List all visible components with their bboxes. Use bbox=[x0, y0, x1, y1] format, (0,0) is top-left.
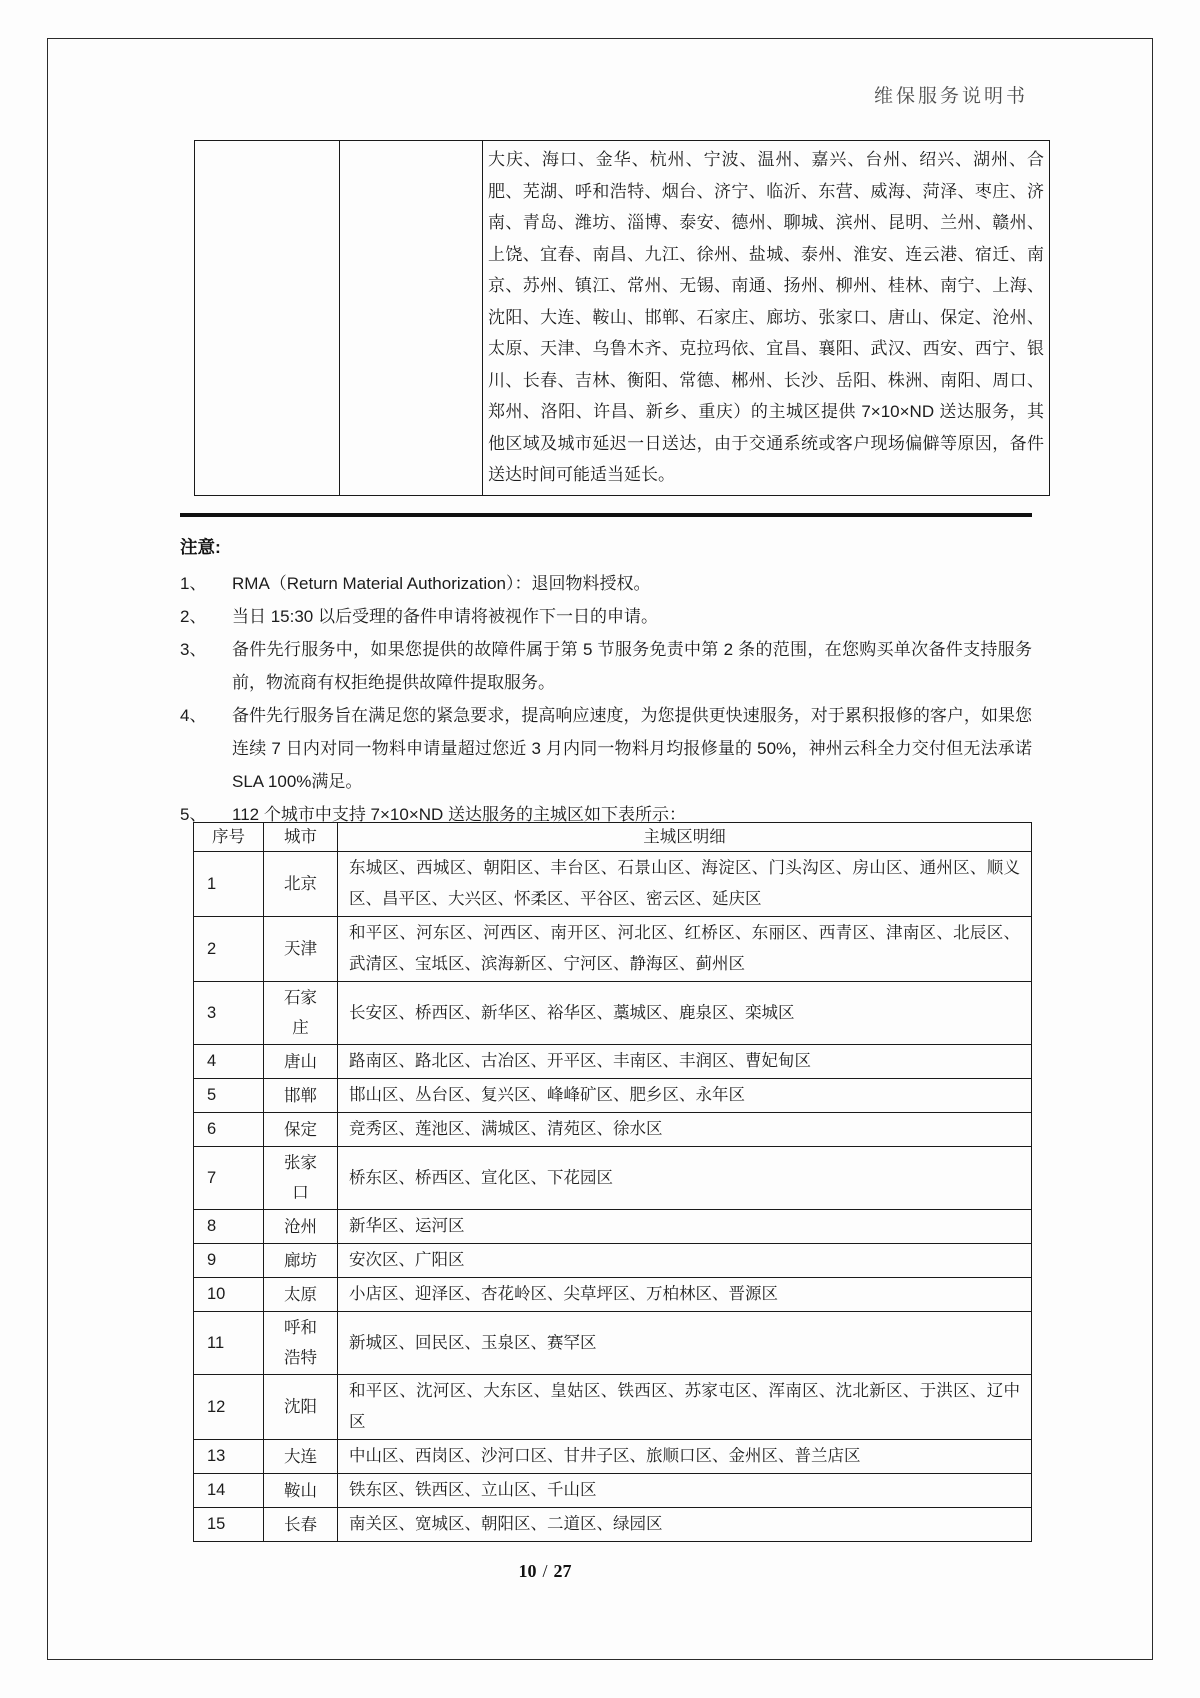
cell-no: 15 bbox=[194, 1508, 264, 1542]
cell-districts: 东城区、西城区、朝阳区、丰台区、石景山区、海淀区、门头沟区、房山区、通州区、顺义区、昌平区、大兴区、怀柔区、平谷区、密云区、延庆区 bbox=[338, 852, 1032, 917]
note-item bbox=[180, 633, 1032, 699]
note-item bbox=[180, 600, 1032, 633]
note-item-text: 112 个城市中支持 7×10×ND 送达服务的主城区如下表所示： bbox=[232, 805, 687, 824]
notes-list bbox=[180, 567, 1032, 831]
top-table-empty-cell-2 bbox=[340, 141, 483, 496]
city-table-row bbox=[194, 1440, 1032, 1474]
top-table-empty-cell-1 bbox=[195, 141, 340, 496]
cell-districts: 安次区、广阳区 bbox=[338, 1244, 1032, 1278]
page-footer bbox=[180, 1561, 910, 1582]
note-item-text: RMA（Return Material Authorization）：退回物料授权。 bbox=[232, 574, 651, 593]
note-item-text: 备件先行服务旨在满足您的紧急要求，提高响应速度，为您提供更快速服务，对于累积报修的客户，如果您连续 7 日内对同一物料申请量超过您近 3 月内同一物料月均报修量的 50%，神州云科全力交付但无法承诺 SLA 100%满足。 bbox=[232, 706, 1032, 791]
city-table-body bbox=[194, 852, 1032, 1542]
city-table-row bbox=[194, 1113, 1032, 1147]
city-table-row bbox=[194, 1508, 1032, 1542]
cell-districts: 竞秀区、莲池区、满城区、清苑区、徐水区 bbox=[338, 1113, 1032, 1147]
city-table-row bbox=[194, 1375, 1032, 1440]
spare-parts-delivery-table bbox=[194, 140, 1050, 496]
footer-total-pages: 27 bbox=[553, 1561, 572, 1581]
cell-no: 13 bbox=[194, 1440, 264, 1474]
cell-no: 8 bbox=[194, 1210, 264, 1244]
cell-city: 天津 bbox=[264, 917, 338, 982]
cell-city: 呼和浩特 bbox=[264, 1312, 338, 1375]
cell-no: 3 bbox=[194, 982, 264, 1045]
cell-districts: 小店区、迎泽区、杏花岭区、尖草坪区、万柏林区、晋源区 bbox=[338, 1278, 1032, 1312]
cell-districts: 路南区、路北区、古冶区、开平区、丰南区、丰润区、曹妃甸区 bbox=[338, 1045, 1032, 1079]
note-item-text: 当日 15:30 以后受理的备件申请将被视作下一日的申请。 bbox=[232, 607, 658, 626]
cell-city: 保定 bbox=[264, 1113, 338, 1147]
city-table-row bbox=[194, 1147, 1032, 1210]
cell-city: 北京 bbox=[264, 852, 338, 917]
top-table-row bbox=[195, 141, 1050, 496]
city-table-row bbox=[194, 982, 1032, 1045]
cell-city: 张家口 bbox=[264, 1147, 338, 1210]
cell-districts: 桥东区、桥西区、宣化区、下花园区 bbox=[338, 1147, 1032, 1210]
city-table-row bbox=[194, 917, 1032, 982]
note-item-text: 备件先行服务中，如果您提供的故障件属于第 5 节服务免责中第 2 条的范围，在您购买单次备件支持服务前，物流商有权拒绝提供故障件提取服务。 bbox=[232, 640, 1032, 692]
section-divider-rule bbox=[180, 513, 1032, 517]
note-item-number: 4、 bbox=[180, 706, 207, 725]
cell-city: 唐山 bbox=[264, 1045, 338, 1079]
footer-page-number: 10 bbox=[518, 1561, 537, 1581]
cell-city: 廊坊 bbox=[264, 1244, 338, 1278]
top-table-delivery-text: 大庆、海口、金华、杭州、宁波、温州、嘉兴、台州、绍兴、湖州、合肥、芜湖、呼和浩特、烟台、济宁、临沂、东营、威海、菏泽、枣庄、济南、青岛、潍坊、淄博、泰安、德州、聊城、滨州、昆明、兰州、赣州、上饶、宜春、南昌、九江、徐州、盐城、泰州、淮安、连云港、宿迁、南京、苏州、镇江、常州、无锡、南通、扬州、柳州、桂林、南宁、上海、沈阳、大连、鞍山、邯郸、石家庄、廊坊、张家口、唐山、保定、沧州、太原、天津、乌鲁木齐、克拉玛依、宜昌、襄阳、武汉、西安、西宁、银川、长春、吉林、衡阳、常德、郴州、长沙、岳阳、株洲、南阳、周口、郑州、洛阳、许昌、新乡、重庆）的主城区提供 7×10×ND 送达服务，其他区域及城市延迟一日送达，由于交通系统或客户现场偏僻等原因，备件送达时间可能适当延长。 bbox=[483, 141, 1050, 496]
cell-districts: 长安区、桥西区、新华区、裕华区、藁城区、鹿泉区、栾城区 bbox=[338, 982, 1032, 1045]
cell-districts: 新华区、运河区 bbox=[338, 1210, 1032, 1244]
city-table-row bbox=[194, 1312, 1032, 1375]
cell-no: 7 bbox=[194, 1147, 264, 1210]
cell-no: 1 bbox=[194, 852, 264, 917]
note-item bbox=[180, 699, 1032, 798]
city-table-row bbox=[194, 1278, 1032, 1312]
column-header-index: 序号 bbox=[194, 823, 264, 852]
cell-no: 12 bbox=[194, 1375, 264, 1440]
cell-city: 邯郸 bbox=[264, 1079, 338, 1113]
city-table-row bbox=[194, 1079, 1032, 1113]
cell-districts: 邯山区、丛台区、复兴区、峰峰矿区、肥乡区、永年区 bbox=[338, 1079, 1032, 1113]
cell-city: 鞍山 bbox=[264, 1474, 338, 1508]
note-item-number: 2、 bbox=[180, 607, 207, 626]
cell-city: 长春 bbox=[264, 1508, 338, 1542]
cell-city: 大连 bbox=[264, 1440, 338, 1474]
city-table-row bbox=[194, 1244, 1032, 1278]
city-table-row bbox=[194, 1474, 1032, 1508]
cell-no: 11 bbox=[194, 1312, 264, 1375]
city-districts-table bbox=[193, 822, 1032, 1542]
cell-city: 沈阳 bbox=[264, 1375, 338, 1440]
city-table-row bbox=[194, 1045, 1032, 1079]
cell-no: 6 bbox=[194, 1113, 264, 1147]
cell-no: 9 bbox=[194, 1244, 264, 1278]
cell-no: 14 bbox=[194, 1474, 264, 1508]
cell-districts: 中山区、西岗区、沙河口区、甘井子区、旅顺口区、金州区、普兰店区 bbox=[338, 1440, 1032, 1474]
note-item bbox=[180, 567, 1032, 600]
city-table-row bbox=[194, 852, 1032, 917]
cell-districts: 和平区、河东区、河西区、南开区、河北区、红桥区、东丽区、西青区、津南区、北辰区、武清区、宝坻区、滨海新区、宁河区、静海区、蓟州区 bbox=[338, 917, 1032, 982]
cell-districts: 南关区、宽城区、朝阳区、二道区、绿园区 bbox=[338, 1508, 1032, 1542]
cell-city: 沧州 bbox=[264, 1210, 338, 1244]
cell-city: 石家庄 bbox=[264, 982, 338, 1045]
column-header-city: 城市 bbox=[264, 823, 338, 852]
cell-districts: 铁东区、铁西区、立山区、千山区 bbox=[338, 1474, 1032, 1508]
cell-city: 太原 bbox=[264, 1278, 338, 1312]
cell-no: 5 bbox=[194, 1079, 264, 1113]
cell-districts: 新城区、回民区、玉泉区、赛罕区 bbox=[338, 1312, 1032, 1375]
cell-no: 4 bbox=[194, 1045, 264, 1079]
note-item-number: 3、 bbox=[180, 640, 207, 659]
notes-label: 注意: bbox=[180, 537, 221, 557]
footer-separator: / bbox=[542, 1561, 548, 1581]
column-header-districts: 主城区明细 bbox=[338, 823, 1032, 852]
cell-no: 10 bbox=[194, 1278, 264, 1312]
cell-no: 2 bbox=[194, 917, 264, 982]
cell-districts: 和平区、沈河区、大东区、皇姑区、铁西区、苏家屯区、浑南区、沈北新区、于洪区、辽中区 bbox=[338, 1375, 1032, 1440]
city-table-row bbox=[194, 1210, 1032, 1244]
doc-header-title: 维保服务说明书 bbox=[873, 86, 1028, 107]
note-item-number: 1、 bbox=[180, 574, 207, 593]
city-table-header-row bbox=[194, 823, 1032, 852]
note-item-number: 5、 bbox=[180, 805, 207, 824]
